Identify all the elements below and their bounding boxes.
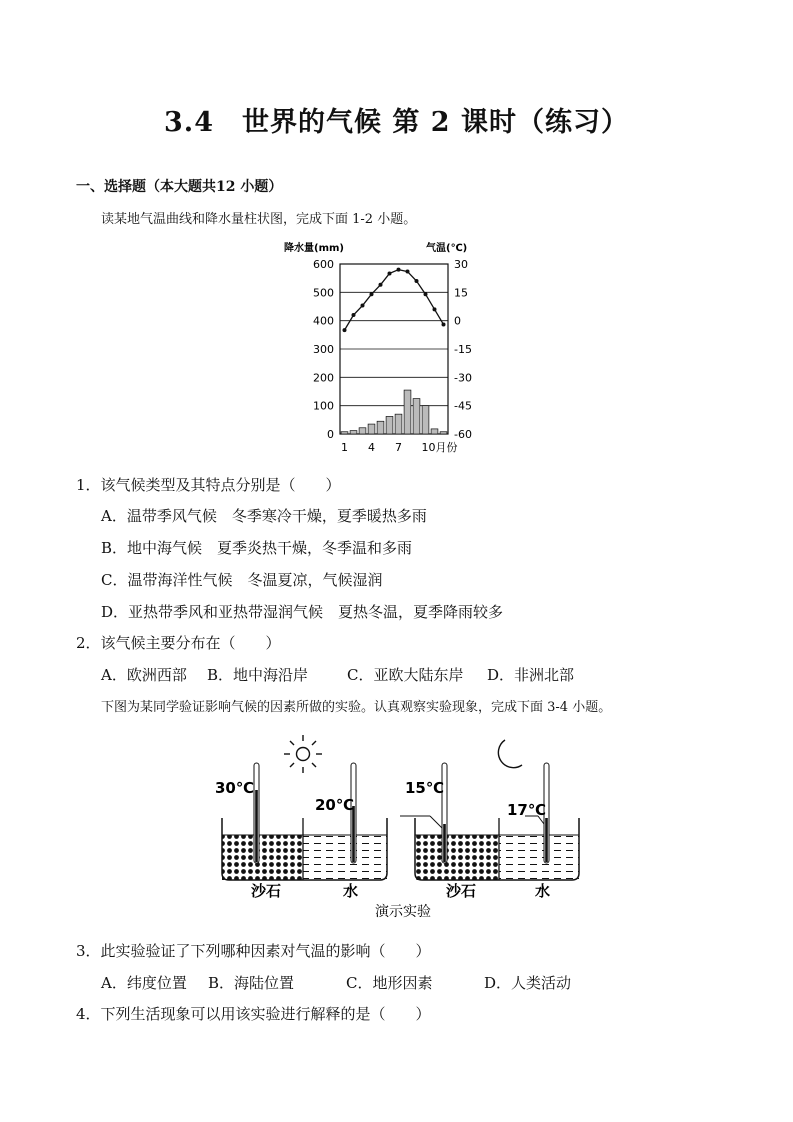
precipitation-bar	[386, 416, 393, 434]
temperature-point	[415, 279, 419, 283]
question-2-option-a[interactable]: A．欧洲西部	[101, 666, 187, 684]
question-3-stem: 3．此实验验证了下列哪种因素对气温的影响（ ）	[76, 942, 431, 960]
precipitation-bar	[350, 431, 357, 434]
moon-icon	[498, 740, 522, 768]
sun-icon	[284, 735, 322, 773]
right-tick-label: -60	[454, 428, 472, 441]
question-2-option-b[interactable]: B．地中海沿岸	[207, 666, 309, 684]
x-tick-label: 10月份	[421, 441, 458, 454]
right-tick-label: -15	[454, 343, 472, 356]
question-3-option-b[interactable]: B．海陆位置	[208, 974, 295, 992]
precipitation-bar	[368, 424, 375, 434]
question-1-option-b[interactable]: B．地中海气候 夏季炎热干燥，冬季温和多雨	[101, 539, 413, 557]
experiment-diagram	[205, 728, 590, 924]
precipitation-bar	[377, 421, 384, 434]
section-heading: 一、选择题（本大题共12 小题）	[76, 179, 283, 195]
question-1-option-d[interactable]: D．亚热带季风和亚热带湿润气候 夏热冬温，夏季降雨较多	[101, 603, 504, 621]
right-tick-label: 15	[454, 286, 468, 300]
temperature-point	[352, 313, 356, 317]
temperature-point	[361, 304, 365, 308]
left-tick-label: 300	[313, 343, 334, 356]
left-tick-label: 600	[313, 258, 334, 271]
temperature-point	[424, 292, 428, 296]
right-tick-label: 0	[454, 314, 461, 328]
question-3-option-a[interactable]: A．纬度位置	[101, 974, 187, 992]
right-tick-label: -45	[454, 399, 472, 413]
precipitation-bar	[395, 414, 402, 434]
right-axis-label: 气温(℃)	[426, 243, 468, 254]
right-tick-label: -30	[454, 371, 472, 385]
day-sand-label: 沙石	[251, 882, 282, 900]
precipitation-bar	[422, 406, 429, 434]
question-1-stem: 1．该气候类型及其特点分别是（ ）	[76, 476, 341, 494]
temperature-point	[397, 268, 401, 272]
night-water-label: 水	[535, 882, 551, 900]
left-tick-label: 400	[313, 314, 334, 328]
day-sand-temp: 30℃	[215, 779, 255, 797]
temperature-point	[433, 307, 437, 311]
temperature-point	[406, 270, 410, 274]
question-2-option-d[interactable]: D．非洲北部	[487, 666, 575, 684]
precipitation-bar	[440, 432, 447, 434]
left-tick-label: 500	[313, 286, 334, 300]
question-2-option-c[interactable]: C．亚欧大陆东岸	[347, 666, 464, 684]
question-4-stem: 4．下列生活现象可以用该实验进行解释的是（ ）	[76, 1005, 431, 1023]
question-1-option-a[interactable]: A．温带季风气候 冬季寒冷干燥，夏季暖热多雨	[101, 507, 427, 525]
night-sand-label: 沙石	[446, 882, 477, 900]
temperature-point	[370, 292, 374, 296]
night-sand-temp: 15℃	[405, 779, 445, 797]
left-tick-label: 0	[327, 428, 334, 441]
question-3-option-c[interactable]: C．地形因素	[346, 974, 433, 992]
temperature-point	[388, 271, 392, 275]
precipitation-bar	[359, 428, 366, 434]
experiment-caption: 演示实验	[375, 904, 431, 920]
intro-text-1: 读某地气温曲线和降水量柱状图，完成下面 1-2 小题。	[101, 212, 417, 227]
x-tick-label: 4	[368, 441, 375, 454]
page-title: 3.4 世界的气候 第 2 课时（练习）	[164, 107, 629, 138]
question-2-stem: 2．该气候主要分布在（ ）	[76, 634, 281, 652]
intro-text-2: 下图为某同学验证影响气候的因素所做的实验。认真观察实验现象，完成下面 3-4 小题。	[101, 700, 612, 715]
temperature-point	[442, 322, 446, 326]
question-1-option-c[interactable]: C．温带海洋性气候 冬温夏凉，气候湿润	[101, 571, 383, 589]
precipitation-bar	[431, 429, 438, 434]
question-2-options	[101, 664, 574, 685]
x-tick-label: 7	[395, 441, 402, 454]
precipitation-bar	[404, 390, 411, 434]
night-water-temp: 17℃	[507, 801, 547, 819]
question-3-options	[101, 972, 571, 993]
temperature-point	[379, 283, 383, 287]
x-tick-label: 1	[341, 441, 348, 454]
day-water-label: 水	[343, 882, 359, 900]
right-tick-label: 30	[454, 258, 468, 271]
left-tick-label: 100	[313, 399, 334, 413]
precipitation-bar	[341, 432, 348, 434]
temperature-point	[343, 328, 347, 332]
left-tick-label: 200	[313, 371, 334, 385]
question-3-option-d[interactable]: D．人类活动	[484, 974, 572, 992]
day-water-temp: 20℃	[315, 796, 355, 814]
left-axis-label: 降水量(mm)	[284, 243, 344, 254]
climate-chart	[284, 238, 472, 458]
precipitation-bar	[413, 399, 420, 434]
